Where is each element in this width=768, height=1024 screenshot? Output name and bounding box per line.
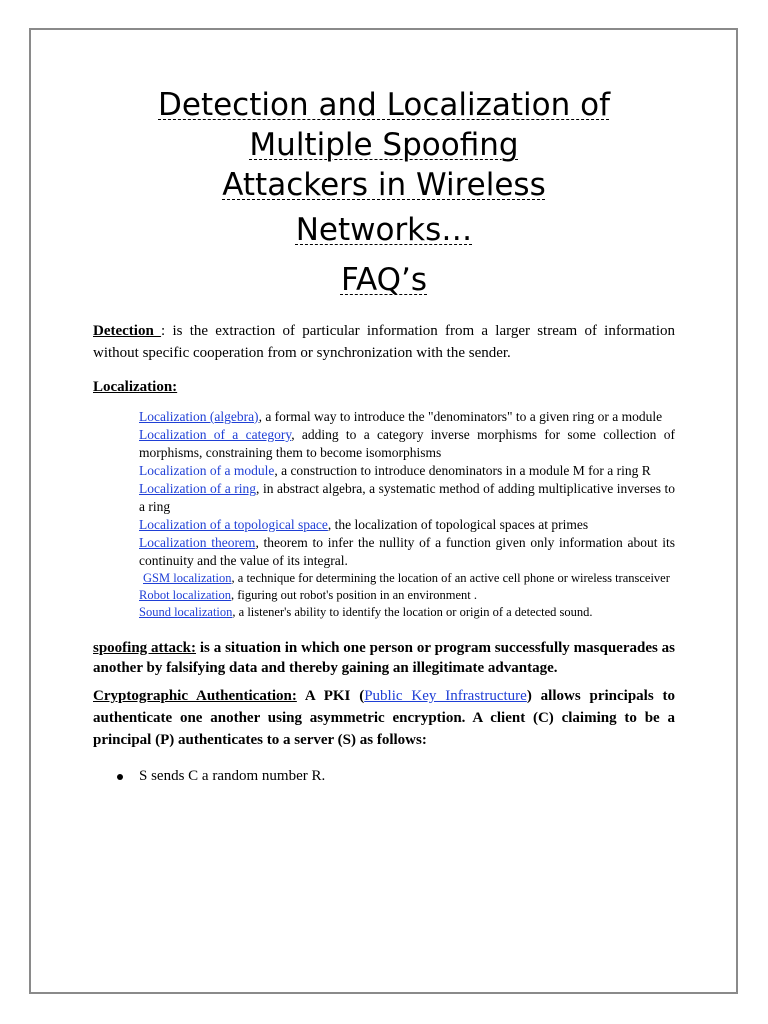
link-gsm-localization[interactable]: GSM localization <box>143 571 232 585</box>
document-body <box>93 85 675 787</box>
faq-heading-text: FAQ’s <box>340 262 428 298</box>
list-item-text: , in abstract algebra, a systematic method of adding multiplicative inverses to a ring <box>139 481 675 514</box>
detection-paragraph <box>93 320 675 364</box>
list-item-text: , adding to a category inverse morphisms for some collection of morphisms, constraining them to become isomorphisms <box>139 427 675 460</box>
document-title <box>93 85 675 250</box>
spoofing-text: is a situation in which one person or program successfully masquerades as another by falsifying data and thereby gaining an illegitimate advantage. <box>93 640 676 676</box>
crypto-text-after: ) allows principals to authenticate one another using asymmetric encryption. A client (C) claiming to be a principal (P) authenticates to a server (S) as follows: <box>93 688 676 748</box>
link-localization-of-a-module[interactable]: Localization of a module <box>139 463 275 478</box>
list-item <box>139 462 675 480</box>
list-item <box>139 587 675 604</box>
list-item-text: , a construction to introduce denominators in a module M for a ring R <box>274 463 651 478</box>
title-line-2: Multiple Spoofing <box>249 127 519 163</box>
localization-heading <box>93 376 675 398</box>
title-line-1: Detection and Localization of <box>158 87 610 123</box>
spoofing-paragraph <box>93 639 675 678</box>
list-item <box>139 480 675 516</box>
list-item-text: , a technique for determining the location of an active cell phone or wireless transceiver <box>231 571 670 585</box>
title-line-4: Networks… <box>295 212 473 248</box>
link-localization-theorem[interactable]: Localization theorem <box>139 535 256 550</box>
link-localization-of-a-category[interactable]: Localization of a category <box>139 427 292 442</box>
bullet-icon <box>117 774 123 780</box>
list-item <box>139 426 675 462</box>
localization-heading-text: Localization: <box>93 379 178 395</box>
list-item <box>139 534 675 570</box>
link-sound-localization[interactable]: Sound localization <box>139 605 233 619</box>
list-item-text: , theorem to infer the nullity of a function given only information about its continuity and the value of its integral. <box>139 535 675 568</box>
crypto-text-before: A PKI ( <box>296 688 365 704</box>
list-item <box>139 604 675 621</box>
link-localization-of-a-ring[interactable]: Localization of a ring <box>139 481 257 496</box>
list-item <box>139 516 675 534</box>
link-localization-of-a-topological-space[interactable]: Localization of a topological space <box>139 517 328 532</box>
link-public-key-infrastructure[interactable]: Public Key Infrastructure <box>364 688 527 704</box>
bullet-text: S sends C a random number R. <box>139 768 326 784</box>
list-item-text: , the localization of topological spaces at primes <box>327 517 589 532</box>
crypto-term: Cryptographic Authentication: <box>93 688 297 704</box>
faq-heading <box>93 262 675 298</box>
list-item-text: , figuring out robot's position in an environment . <box>231 588 477 602</box>
list-item-text: , a listener's ability to identify the location or origin of a detected sound. <box>232 605 593 619</box>
list-item-text: , a formal way to introduce the "denominators" to a given ring or a module <box>258 409 663 424</box>
crypto-paragraph <box>93 685 675 751</box>
spoofing-term: spoofing attack: <box>93 640 197 656</box>
list-item <box>139 570 675 587</box>
detection-term: Detection <box>93 323 162 339</box>
list-item <box>139 408 675 426</box>
link-localization-algebra[interactable]: Localization (algebra) <box>139 409 259 424</box>
link-robot-localization[interactable]: Robot localization <box>139 588 231 602</box>
title-line-3: Attackers in Wireless <box>222 167 546 203</box>
localization-list <box>139 408 675 621</box>
detection-text: : is the extraction of particular information from a larger stream of information without specific cooperation from or synchronization with the sender. <box>93 323 675 361</box>
bullet-list <box>117 765 675 787</box>
